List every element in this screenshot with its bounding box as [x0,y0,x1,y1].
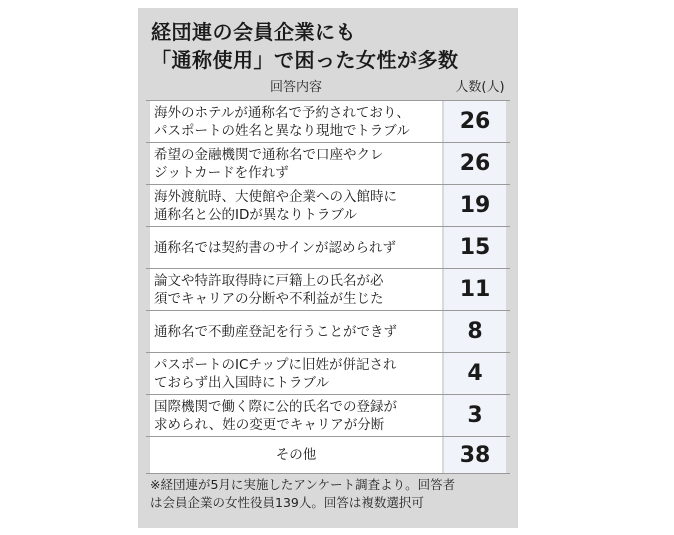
row-text-line: 海外渡航時、大使館や企業への入館時に [154,188,397,205]
row-response-text [150,227,442,268]
table-row [146,184,510,226]
row-count-value: 15 [444,227,506,268]
table-row [146,142,510,184]
table-body [146,100,510,474]
row-response-text [150,395,442,436]
column-header-content: 回答内容 [269,80,322,95]
row-text-line: 論文や特許取得時に戸籍上の氏名が必 [154,272,384,289]
table-row [146,394,510,436]
footnote-line-1: ※経団連が5月に実施したアンケート調査より。回答者 [150,477,456,492]
table-header [146,76,508,98]
row-response-text [150,185,442,226]
row-text-line: 国際機関で働く際に公的氏名での登録が [154,398,397,415]
row-text-line: 求められ、姓の変更でキャリアが分断 [154,416,385,433]
row-count-value: 11 [444,269,506,310]
row-count-value: 3 [444,395,506,436]
row-count-value: 8 [444,311,506,352]
row-count-value: 26 [444,143,506,184]
table-panel [138,8,518,528]
table-row [146,226,510,268]
row-text-line: 希望の金融機関で通称名で口座やクレ [154,146,384,163]
row-text-line: 通称名と公的IDが異なりトラブル [154,206,357,223]
row-text-line: その他 [275,447,317,463]
row-text-line: 通称名では契約書のサインが認められず [154,239,397,256]
title-line-1: 経団連の会員企業にも [151,20,356,44]
table-row [146,436,510,474]
row-count-value: 4 [444,353,506,394]
row-response-text [150,311,442,352]
row-response-text [150,353,442,394]
row-response-text [150,143,442,184]
row-text-line: 須でキャリアの分断や不利益が生じた [154,290,384,307]
row-text-line: 海外のホテルが通称名で予約されており、 [154,104,410,121]
title-line-2: 「通称使用」で困った女性が多数 [151,48,459,72]
row-text-line: ておらず出入国時にトラブル [154,374,329,391]
row-text-line: ジットカードを作れず [154,164,289,181]
row-count-value: 26 [444,101,506,142]
table-row [146,310,510,352]
chart-title [151,18,511,74]
row-response-text [150,437,442,473]
row-text-line: 通称名で不動産登記を行うことができず [154,323,397,340]
row-text-line: パスポートのICチップに旧姓が併記され [154,356,397,373]
row-count-value: 38 [444,437,506,473]
footnote [150,476,510,512]
table-row [146,268,510,310]
table-row [146,100,510,142]
row-count-value: 19 [444,185,506,226]
row-response-text [150,269,442,310]
row-response-text [150,101,442,142]
column-header-count: 人数(人) [455,80,505,95]
footnote-line-2: は会員企業の女性役員139人。回答は複数選択可 [150,495,424,510]
row-text-line: パスポートの姓名と異なり現地でトラブル [154,122,410,139]
table-row [146,352,510,394]
